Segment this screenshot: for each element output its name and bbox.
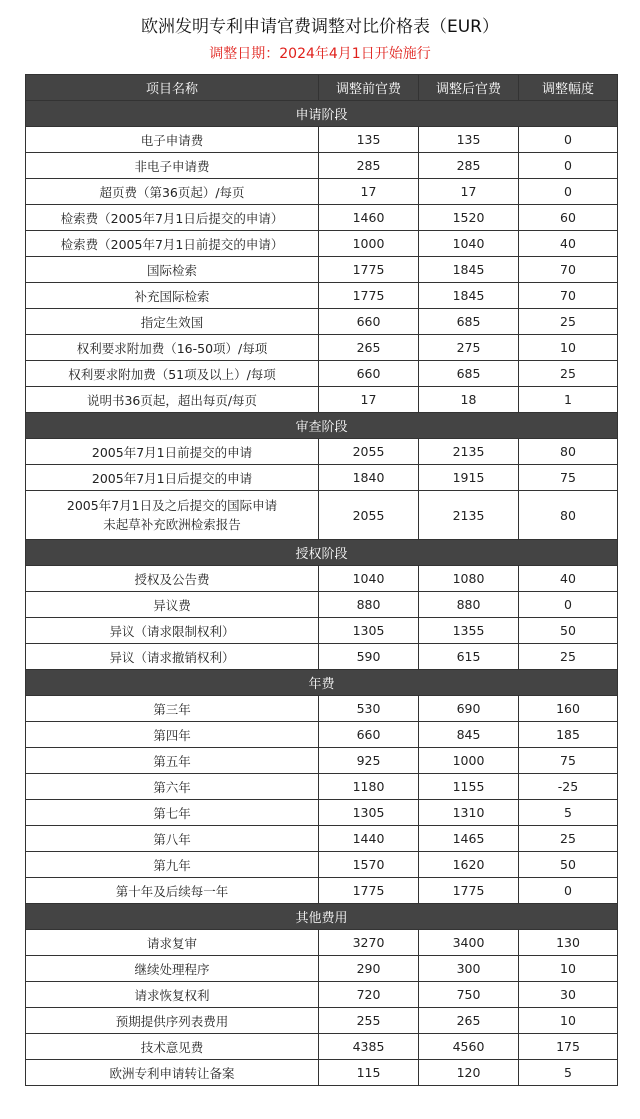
fee-before: 530: [319, 696, 419, 722]
table-row: [26, 387, 618, 413]
item-name: 指定生效国: [26, 309, 319, 335]
item-name: 欧洲专利申请转让备案: [26, 1060, 319, 1086]
table-row: [26, 361, 618, 387]
fee-change: 80: [519, 439, 618, 465]
fee-before: 265: [319, 335, 419, 361]
fee-before: 660: [319, 722, 419, 748]
fee-after: 845: [419, 722, 519, 748]
table-row: [26, 205, 618, 231]
fee-change: 0: [519, 153, 618, 179]
page-title: 欧洲发明专利申请官费调整对比价格表（EUR）: [141, 17, 499, 37]
section-title: 授权阶段: [26, 540, 618, 566]
item-name: 第三年: [26, 696, 319, 722]
fee-before: 1775: [319, 878, 419, 904]
fee-after: 685: [419, 309, 519, 335]
fee-after: 880: [419, 592, 519, 618]
item-name: 第六年: [26, 774, 319, 800]
fee-after: 4560: [419, 1034, 519, 1060]
fee-change: 25: [519, 826, 618, 852]
item-name: 第十年及后续每一年: [26, 878, 319, 904]
item-name: 检索费（2005年7月1日后提交的申请）: [26, 205, 319, 231]
table-row: [26, 696, 618, 722]
fee-before: 1305: [319, 618, 419, 644]
fee-before: 660: [319, 309, 419, 335]
table-row: [26, 465, 618, 491]
fee-change: 0: [519, 127, 618, 153]
fee-change: 50: [519, 618, 618, 644]
fee-change: 50: [519, 852, 618, 878]
item-name: 请求恢复权利: [26, 982, 319, 1008]
table-row: [26, 644, 618, 670]
section-title: 年费: [26, 670, 618, 696]
fee-before: 17: [319, 179, 419, 205]
table-row: [26, 748, 618, 774]
item-name: 第五年: [26, 748, 319, 774]
section-title: 其他费用: [26, 904, 618, 930]
fee-before: 1305: [319, 800, 419, 826]
fee-change: 25: [519, 361, 618, 387]
fee-before: 1180: [319, 774, 419, 800]
fee-change: 175: [519, 1034, 618, 1060]
fee-after: 2135: [419, 491, 519, 540]
fee-change: 40: [519, 566, 618, 592]
table-row: [26, 930, 618, 956]
fee-change: 10: [519, 1008, 618, 1034]
fee-before: 4385: [319, 1034, 419, 1060]
table-row: [26, 566, 618, 592]
section-row-grant: [26, 540, 618, 566]
fee-before: 590: [319, 644, 419, 670]
item-name: 第七年: [26, 800, 319, 826]
fee-after: 1915: [419, 465, 519, 491]
fee-before: 2055: [319, 439, 419, 465]
item-name: 权利要求附加费（51项及以上）/每项: [26, 361, 319, 387]
fee-before: 3270: [319, 930, 419, 956]
fee-after: 1845: [419, 257, 519, 283]
item-name: 异议费: [26, 592, 319, 618]
fee-after: 2135: [419, 439, 519, 465]
fee-before: 1440: [319, 826, 419, 852]
item-name: 第四年: [26, 722, 319, 748]
item-name: 授权及公告费: [26, 566, 319, 592]
fee-before: 925: [319, 748, 419, 774]
fee-change: 0: [519, 179, 618, 205]
fee-change: 0: [519, 878, 618, 904]
fee-change: 75: [519, 748, 618, 774]
table-row: [26, 800, 618, 826]
fee-after: 1040: [419, 231, 519, 257]
item-name: 请求复审: [26, 930, 319, 956]
fee-after: 615: [419, 644, 519, 670]
column-header-item-name: 项目名称: [26, 75, 319, 101]
column-header-fee-after: 调整后官费: [419, 75, 519, 101]
item-name: 补充国际检索: [26, 283, 319, 309]
section-row-application: [26, 101, 618, 127]
fee-change: 80: [519, 491, 618, 540]
column-header-change: 调整幅度: [519, 75, 618, 101]
section-row-other-fees: [26, 904, 618, 930]
fee-change: 10: [519, 335, 618, 361]
fee-change: 5: [519, 800, 618, 826]
item-name: 异议（请求撤销权利）: [26, 644, 319, 670]
fee-before: 285: [319, 153, 419, 179]
table-row: [26, 153, 618, 179]
item-name: 2005年7月1日后提交的申请: [26, 465, 319, 491]
fee-after: 275: [419, 335, 519, 361]
fee-before: 1840: [319, 465, 419, 491]
fee-after: 135: [419, 127, 519, 153]
item-name: 继续处理程序: [26, 956, 319, 982]
section-title: 申请阶段: [26, 101, 618, 127]
table-row: [26, 231, 618, 257]
fee-after: 1310: [419, 800, 519, 826]
fee-change: 10: [519, 956, 618, 982]
section-row-annual-fees: [26, 670, 618, 696]
fee-after: 120: [419, 1060, 519, 1086]
table-header-row: [26, 75, 618, 101]
table-row: [26, 592, 618, 618]
fee-change: 25: [519, 644, 618, 670]
item-name: 预期提供序列表费用: [26, 1008, 319, 1034]
table-row: [26, 722, 618, 748]
column-header-fee-before: 调整前官费: [319, 75, 419, 101]
fee-before: 2055: [319, 491, 419, 540]
fee-before: 1040: [319, 566, 419, 592]
item-name: 第八年: [26, 826, 319, 852]
fee-before: 255: [319, 1008, 419, 1034]
item-name: 超页费（第36页起）/每页: [26, 179, 319, 205]
item-name: 国际检索: [26, 257, 319, 283]
fee-change: 75: [519, 465, 618, 491]
section-title: 审查阶段: [26, 413, 618, 439]
table-row: [26, 618, 618, 644]
table-row: [26, 491, 618, 540]
item-name: 技术意见费: [26, 1034, 319, 1060]
item-name: 检索费（2005年7月1日前提交的申请）: [26, 231, 319, 257]
fee-after: 1845: [419, 283, 519, 309]
fee-after: 1355: [419, 618, 519, 644]
fee-before: 720: [319, 982, 419, 1008]
table-row: [26, 956, 618, 982]
fee-change: 160: [519, 696, 618, 722]
table-row: [26, 774, 618, 800]
fee-change: 70: [519, 283, 618, 309]
fee-after: 1775: [419, 878, 519, 904]
fee-change: 60: [519, 205, 618, 231]
fee-after: 265: [419, 1008, 519, 1034]
fee-change: 30: [519, 982, 618, 1008]
table-row: [26, 335, 618, 361]
fee-after: 690: [419, 696, 519, 722]
fee-after: 1000: [419, 748, 519, 774]
fee-before: 1775: [319, 257, 419, 283]
table-row: [26, 257, 618, 283]
fee-after: 285: [419, 153, 519, 179]
fee-before: 290: [319, 956, 419, 982]
section-row-examination: [26, 413, 618, 439]
item-name: 2005年7月1日前提交的申请: [26, 439, 319, 465]
fee-before: 17: [319, 387, 419, 413]
fee-after: 1520: [419, 205, 519, 231]
table-row: [26, 1008, 618, 1034]
fee-before: 1775: [319, 283, 419, 309]
item-name: [26, 491, 319, 540]
fee-before: 1000: [319, 231, 419, 257]
table-row: [26, 1060, 618, 1086]
fee-after: 1620: [419, 852, 519, 878]
table-row: [26, 283, 618, 309]
fee-before: 660: [319, 361, 419, 387]
fee-change: 0: [519, 592, 618, 618]
fee-change: 130: [519, 930, 618, 956]
item-name: 电子申请费: [26, 127, 319, 153]
fee-before: 1460: [319, 205, 419, 231]
fee-after: 685: [419, 361, 519, 387]
fee-change: 40: [519, 231, 618, 257]
fee-change: -25: [519, 774, 618, 800]
item-name: 权利要求附加费（16-50项）/每项: [26, 335, 319, 361]
table-row: [26, 826, 618, 852]
table-row: [26, 982, 618, 1008]
table-row: [26, 179, 618, 205]
table-row: [26, 127, 618, 153]
table-row: [26, 852, 618, 878]
fee-before: 880: [319, 592, 419, 618]
fee-change: 185: [519, 722, 618, 748]
item-name: 异议（请求限制权利）: [26, 618, 319, 644]
fee-after: 1465: [419, 826, 519, 852]
table-row: [26, 439, 618, 465]
fee-change: 25: [519, 309, 618, 335]
table-row: [26, 1034, 618, 1060]
fee-change: 70: [519, 257, 618, 283]
table-row: [26, 878, 618, 904]
fee-before: 1570: [319, 852, 419, 878]
fee-after: 3400: [419, 930, 519, 956]
effective-date-note: 调整日期：2024年4月1日开始施行: [209, 46, 431, 62]
fee-after: 17: [419, 179, 519, 205]
fee-after: 18: [419, 387, 519, 413]
item-name: 非电子申请费: [26, 153, 319, 179]
fee-after: 1080: [419, 566, 519, 592]
fee-change: 1: [519, 387, 618, 413]
item-name: 说明书36页起，超出每页/每页: [26, 387, 319, 413]
fee-before: 135: [319, 127, 419, 153]
table-row: [26, 309, 618, 335]
fee-change: 5: [519, 1060, 618, 1086]
fee-after: 300: [419, 956, 519, 982]
fee-table: [25, 74, 618, 1086]
item-name: 第九年: [26, 852, 319, 878]
item-name-line: 2005年7月1日及之后提交的国际申请: [66, 498, 278, 513]
fee-after: 750: [419, 982, 519, 1008]
fee-after: 1155: [419, 774, 519, 800]
fee-before: 115: [319, 1060, 419, 1086]
item-name-line: 未起草补充欧洲检索报告: [103, 517, 241, 532]
